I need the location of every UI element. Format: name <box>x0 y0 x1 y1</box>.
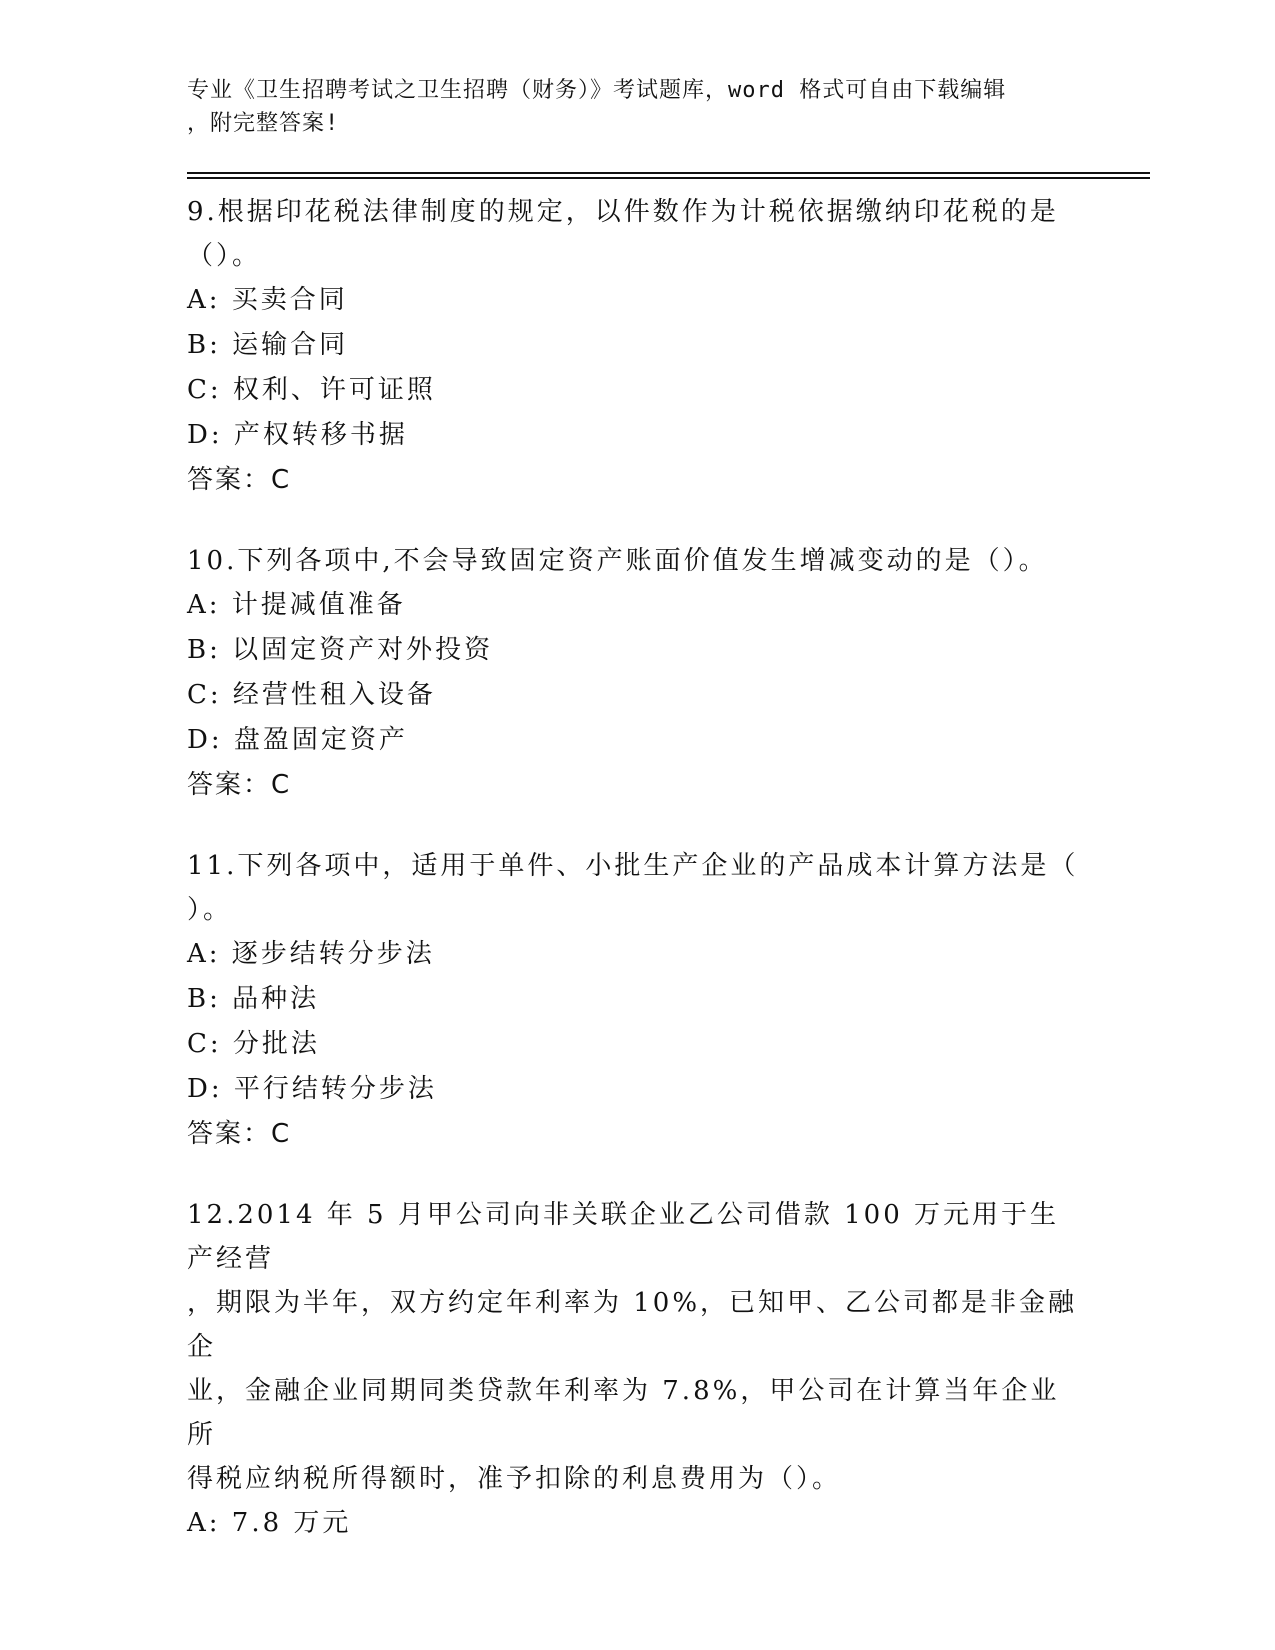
question-12 <box>187 1193 1087 1546</box>
header-divider-bottom <box>187 177 1150 179</box>
option-b: B: 以固定资产对外投资 <box>187 635 494 665</box>
option-d: D: 盘盈固定资产 <box>187 725 408 755</box>
question-stem-line: ）。 <box>187 895 233 925</box>
question-stem-line: 业，金融企业同期同类贷款年利率为 7.8%，甲公司在计算当年企业所 <box>187 1376 1060 1450</box>
header-line-2: ，附完整答案! <box>187 111 340 136</box>
answer: 答案：C <box>187 465 292 495</box>
option-a: A: 逐步结转分步法 <box>187 939 435 969</box>
document-header <box>187 74 1067 140</box>
answer: 答案：C <box>187 770 292 800</box>
question-10 <box>187 539 1087 808</box>
question-stem-line: 9.根据印花税法律制度的规定，以件数作为计税依据缴纳印花税的是 <box>187 197 1059 227</box>
question-stem-line: 11.下列各项中，适用于单件、小批生产企业的产品成本计算方法是（ <box>187 851 1079 881</box>
header-line-1: 专业《卫生招聘考试之卫生招聘（财务）》考试题库，word 格式可自由下载编辑 <box>187 78 1007 103</box>
question-11 <box>187 844 1087 1157</box>
option-a: A: 计提减值准备 <box>187 590 406 620</box>
header-divider-top <box>187 172 1150 174</box>
question-9 <box>187 190 1087 503</box>
option-d: D: 产权转移书据 <box>187 420 408 450</box>
question-stem-line: （）。 <box>187 241 262 271</box>
question-stem-line: ，期限为半年，双方约定年利率为 10%，已知甲、乙公司都是非金融企 <box>187 1288 1078 1362</box>
option-c: C: 权利、许可证照 <box>187 375 436 405</box>
option-b: B: 品种法 <box>187 984 320 1014</box>
answer: 答案：C <box>187 1119 292 1149</box>
option-b: B: 运输合同 <box>187 330 349 360</box>
question-stem-line: 10.下列各项中,不会导致固定资产账面价值发生增减变动的是（）。 <box>187 546 1048 576</box>
question-list <box>187 190 1087 1582</box>
question-stem-line: 12.2014 年 5 月甲公司向非关联企业乙公司借款 100 万元用于生产经营 <box>187 1200 1060 1274</box>
question-stem-line: 得税应纳税所得额时，准予扣除的利息费用为（）。 <box>187 1464 842 1494</box>
option-c: C: 经营性租入设备 <box>187 680 436 710</box>
option-a: A: 7.8 万元 <box>187 1508 352 1538</box>
option-a: A: 买卖合同 <box>187 285 348 315</box>
option-d: D: 平行结转分步法 <box>187 1074 437 1104</box>
option-c: C: 分批法 <box>187 1029 320 1059</box>
